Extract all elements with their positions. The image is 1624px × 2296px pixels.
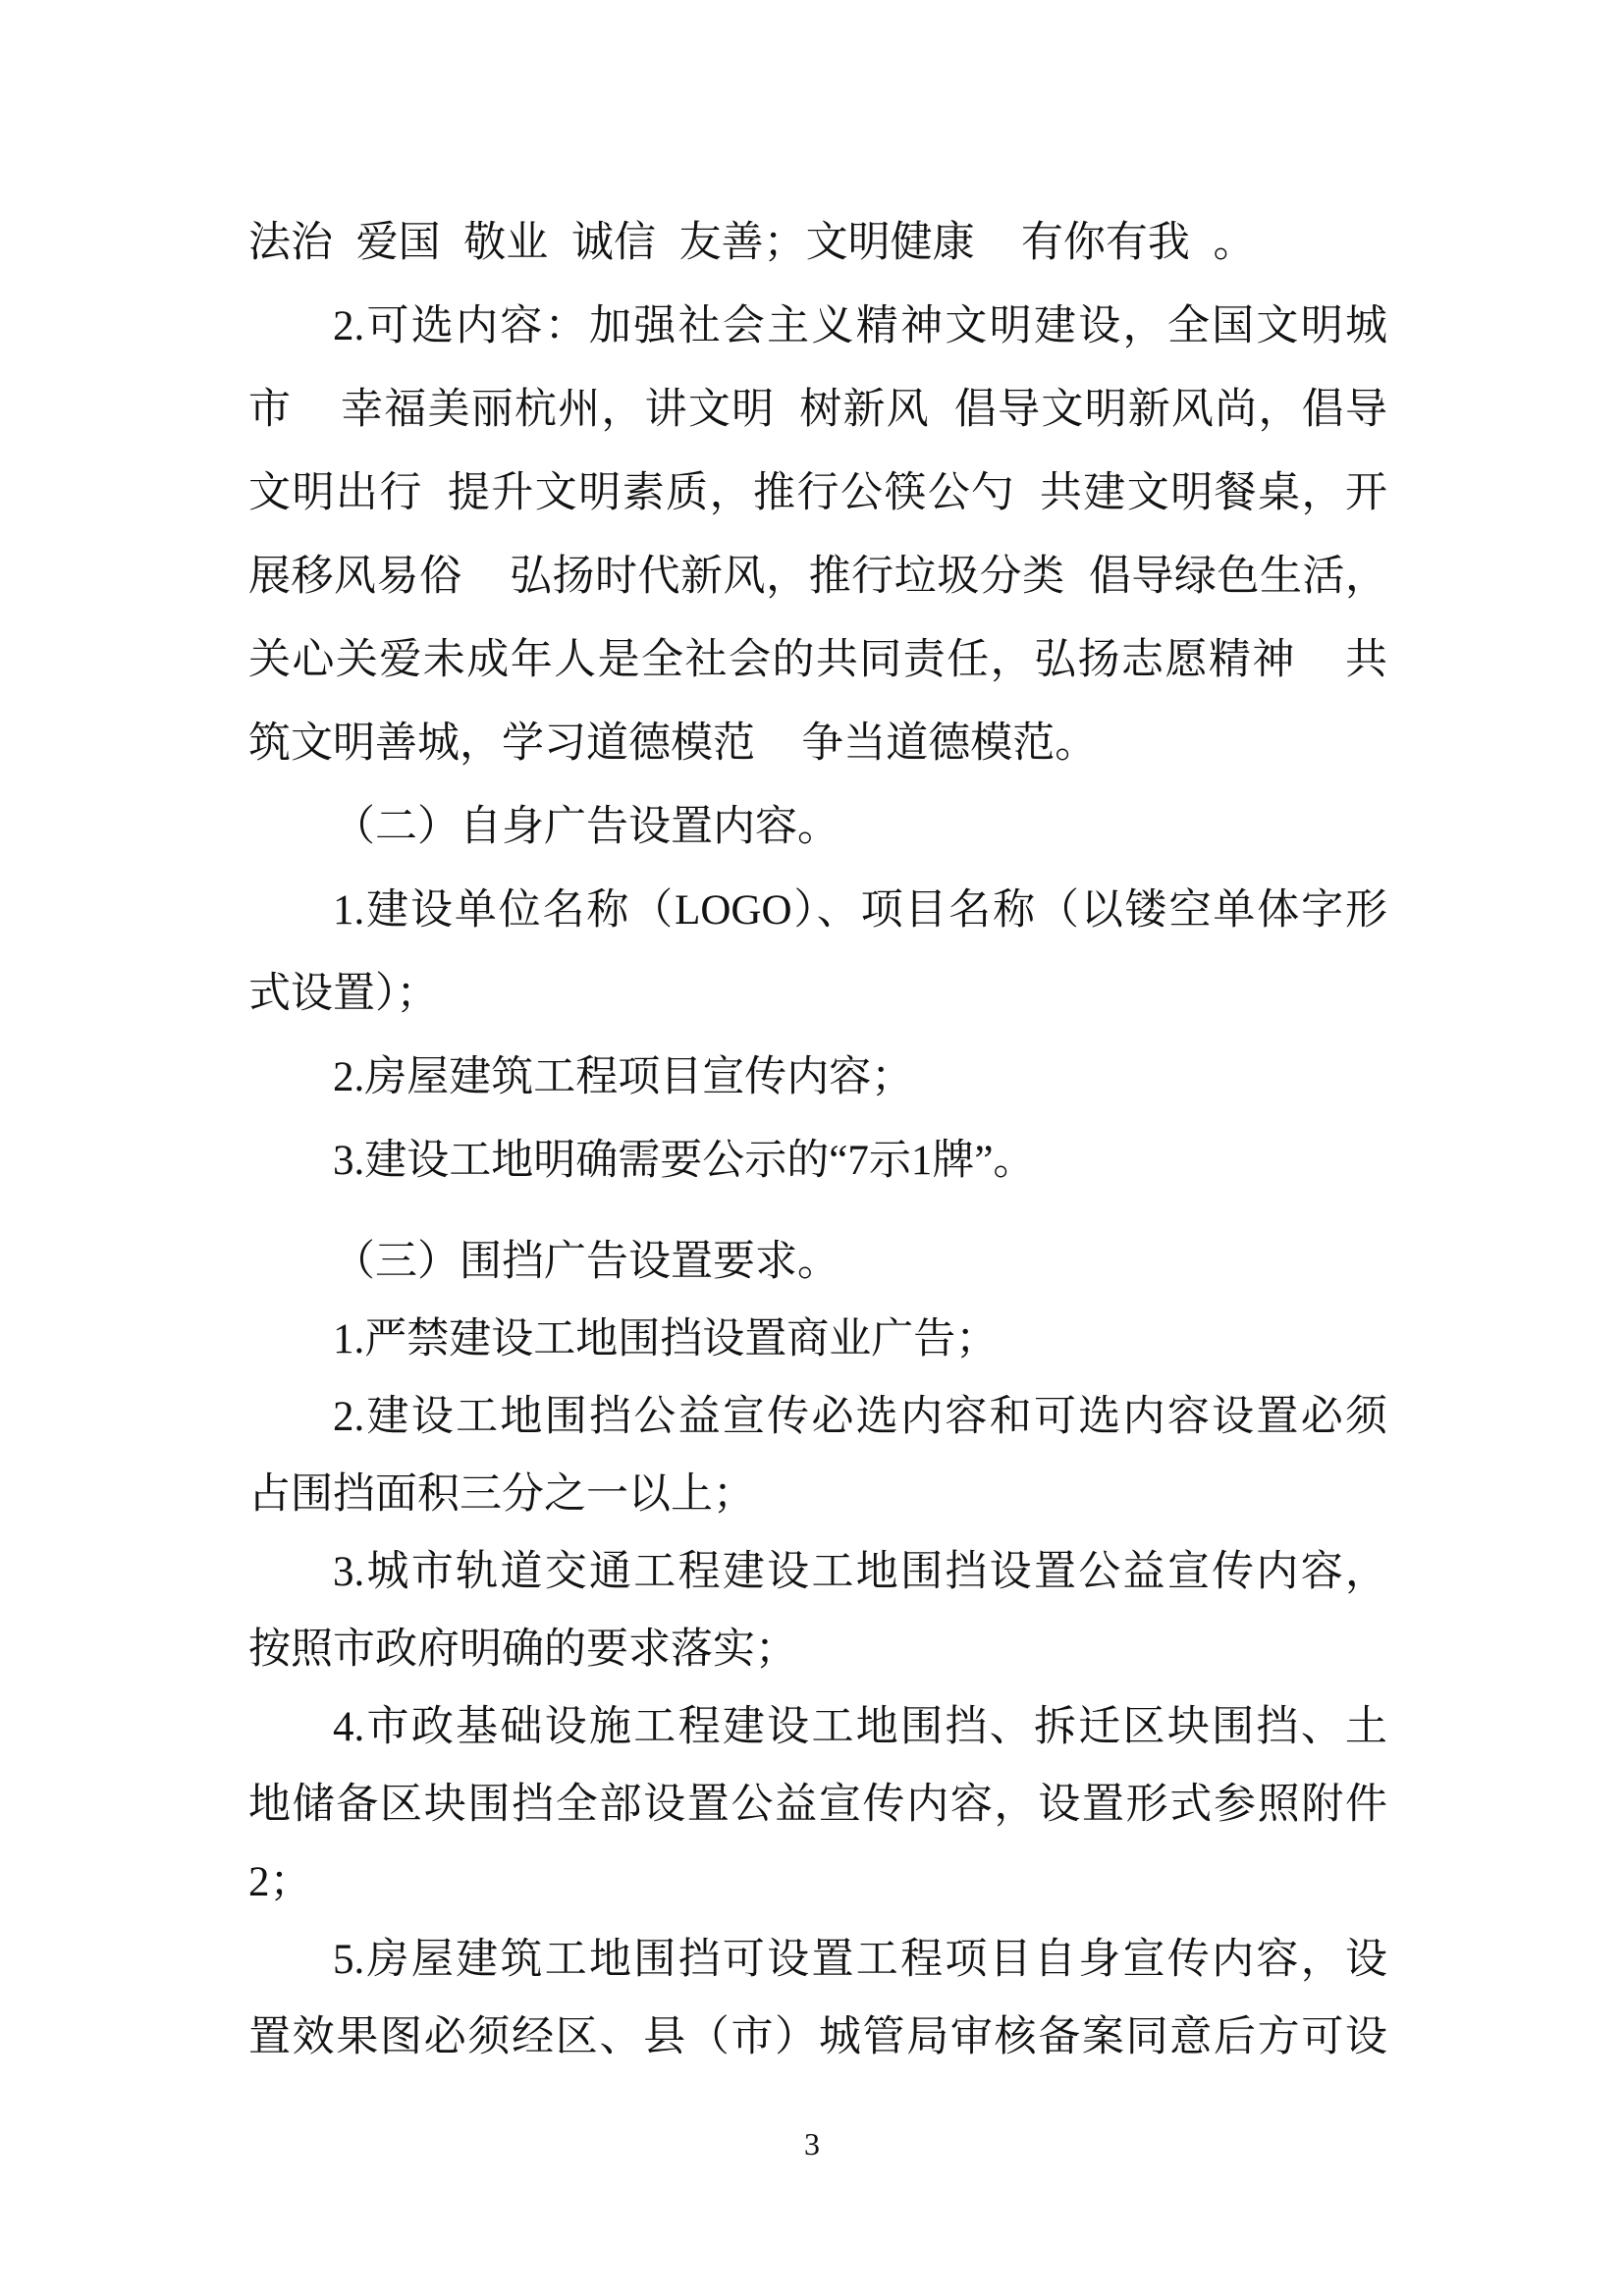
- text-line: 法治 爱国 敬业 诚信 友善；文明健康 有你有我 。: [248, 220, 1256, 266]
- text-line: 2；: [248, 1859, 312, 1905]
- text-line: 3.建设工地明确需要公示的“7示1牌”。: [333, 1138, 1036, 1184]
- text-line: 2.建设工地围挡公益宣传必选内容和可选内容设置必须: [333, 1394, 1387, 1440]
- text-line: （二）自身广告设置内容。: [333, 804, 839, 850]
- text-line: 置效果图必须经区、县（市）城管局审核备案同意后方可设: [248, 2014, 1387, 2060]
- text-line: 4.市政基础设施工程建设工地围挡、拆迁区块围挡、土: [333, 1704, 1387, 1750]
- text-line: 3.城市轨道交通工程建设工地围挡设置公益宣传内容，: [333, 1549, 1387, 1595]
- text-line: 式设置）；: [248, 971, 439, 1017]
- text-line: 地储备区块围挡全部设置公益宣传内容，设置形式参照附件: [248, 1782, 1387, 1828]
- text-line: 关心关爱未成年人是全社会的共同责任，弘扬志愿精神 共: [248, 637, 1387, 683]
- text-line: 5.房屋建筑工地围挡可设置工程项目自身宣传内容，设: [333, 1937, 1387, 1983]
- text-line: 2.房屋建筑工程项目宣传内容；: [333, 1054, 914, 1100]
- text-line: 2.可选内容：加强社会主义精神文明建设，全国文明城: [333, 303, 1387, 349]
- text-line: 市 幸福美丽杭州，讲文明 树新风 倡导文明新风尚，倡导: [248, 387, 1387, 433]
- page-number: 3: [804, 2126, 820, 2162]
- text-line: 1.严禁建设工地围挡设置商业广告；: [333, 1316, 999, 1362]
- text-line: 展移风易俗 弘扬时代新风，推行垃圾分类 倡导绿色生活，: [248, 554, 1387, 600]
- text-line: （三）围挡广告设置要求。: [333, 1239, 839, 1285]
- text-line: 筑文明善城，学习道德模范 争当道德模范。: [248, 721, 1098, 767]
- text-line: 1.建设单位名称（LOGO）、项目名称（以镂空单体字形: [333, 887, 1387, 934]
- body-text-block-upper: [248, 201, 1387, 1202]
- body-text: [248, 201, 1387, 2076]
- text-line: 按照市政府明确的要求落实；: [248, 1627, 797, 1673]
- text-line: 文明出行 提升文明素质，推行公筷公勺 共建文明餐桌，开: [248, 470, 1387, 516]
- body-text-block-lower: [248, 1223, 1387, 2076]
- text-line: 占围挡面积三分之一以上；: [248, 1471, 755, 1518]
